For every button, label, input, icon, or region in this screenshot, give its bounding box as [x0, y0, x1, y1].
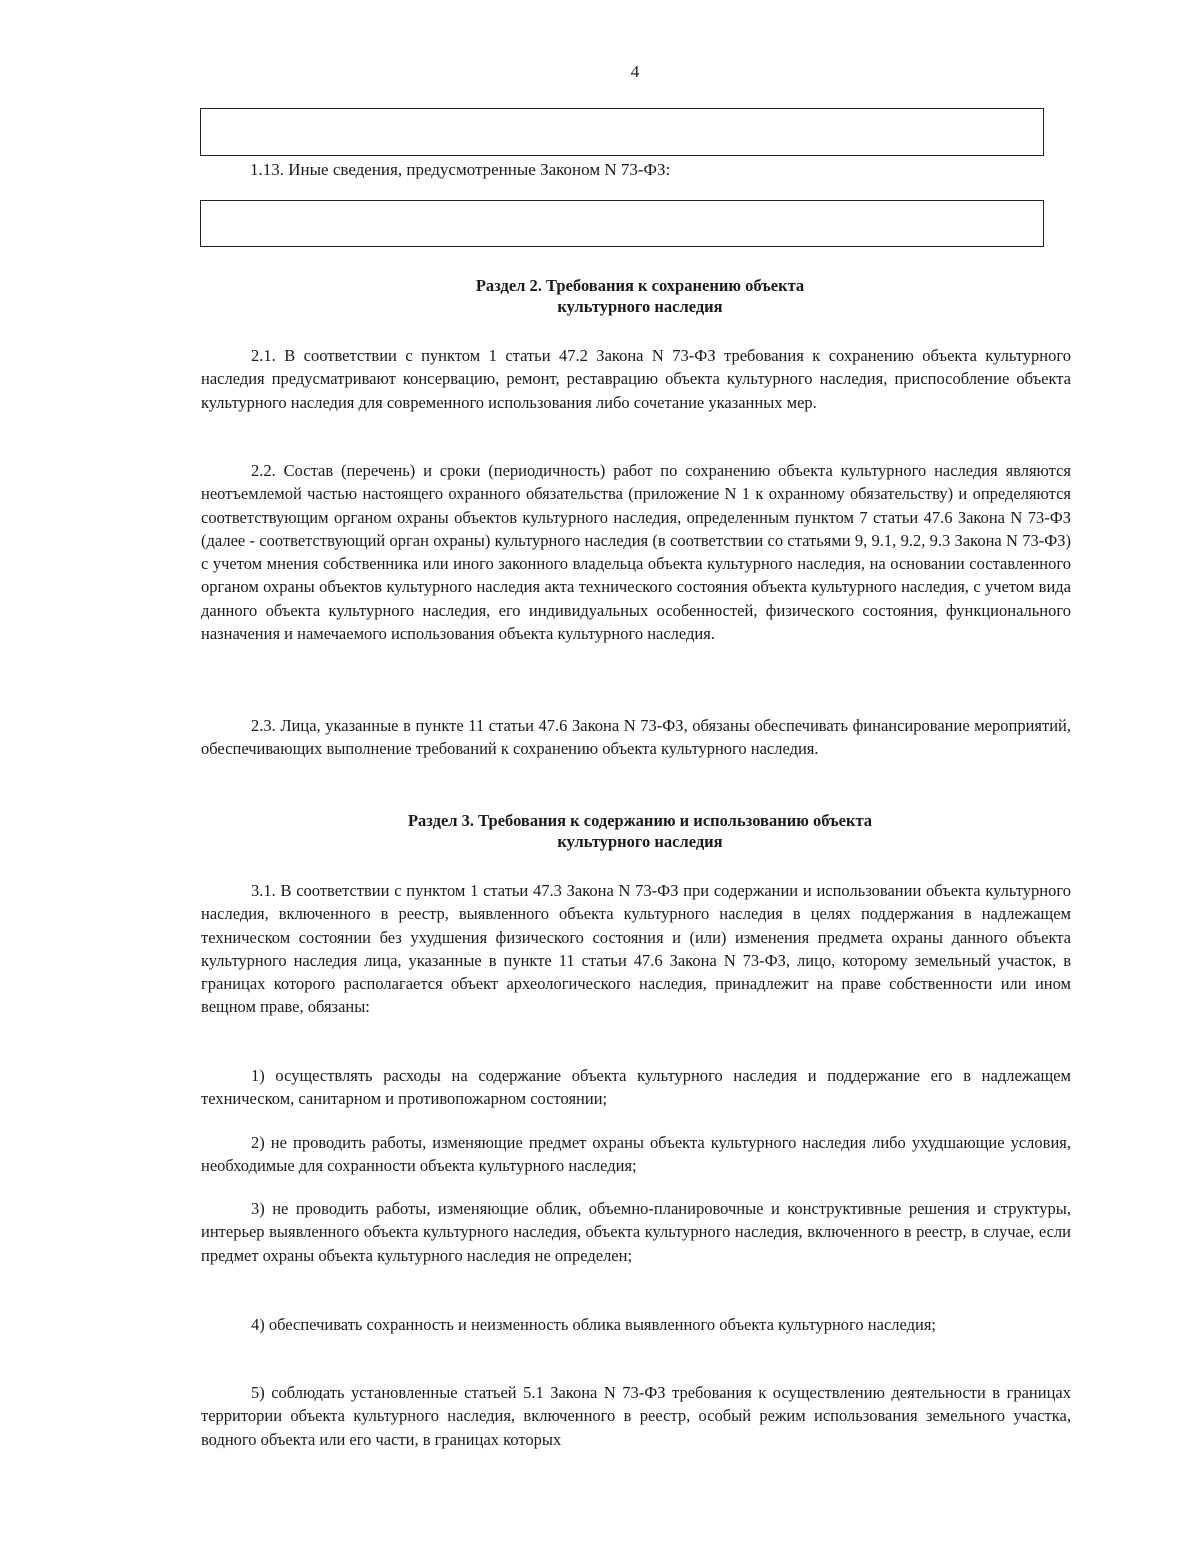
paragraph-2-2: 2.2. Состав (перечень) и сроки (периодичность) работ по сохранению объекта культурного наследия являются неотъемлемой частью настоящего охранного обязательства (приложение N 1 к охранному обязательству) и определяются соответствующим органом охраны объектов культурного наследия, определенным пунктом 7 статьи 47.6 Закона N 73-ФЗ (далее - соответствующий орган охраны) культурного наследия (в соответствии со статьями 9, 9.1, 9.2, 9.3 Закона N 73-ФЗ) с учетом мнения собственника или иного законного владельца объекта культурного наследия, на основании составленного органом охраны объектов культурного наследия акта технического состояния объекта культурного наследия, с учетом вида данного объекта культурного наследия, его индивидуальных особенностей, физического состояния, функционального назначения и намечаемого использования объекта культурного наследия. [201, 461, 1071, 644]
page-number: 4 [630, 62, 640, 81]
section-2-title-line-2: культурного наследия [557, 297, 723, 316]
list-item: 2) не проводить работы, изменяющие предмет охраны объекта культурного наследия либо ухудшающие условия, необходимые для сохранности объекта культурного наследия; [201, 1133, 1071, 1176]
section-3-title-line-1: Раздел 3. Требования к содержанию и использованию объекта [407, 811, 873, 830]
section-3-title-line-2: культурного наследия [557, 832, 723, 851]
paragraph-2-3: 2.3. Лица, указанные в пункте 11 статьи 47.6 Закона N 73-ФЗ, обязаны обеспечивать финансирование мероприятий, обеспечивающих выполнение требований к сохранению объекта культурного наследия. [201, 716, 1071, 759]
section-2-title [270, 275, 1010, 317]
section-3-title [270, 810, 1010, 852]
list-item: 5) соблюдать установленные статьей 5.1 Закона N 73-ФЗ требования к осуществлению деятельности в границах территории объекта культурного наследия, включенного в реестр, особый режим использования земельного участка, водного объекта или его части, в границах которых [201, 1383, 1071, 1449]
paragraph-2-1: 2.1. В соответствии с пунктом 1 статьи 47.2 Закона N 73-ФЗ требования к сохранению объекта культурного наследия предусматривают консервацию, ремонт, реставрацию объекта культурного наследия, приспособление объекта культурного наследия для современного использования либо сочетание указанных мер. [201, 346, 1071, 412]
section-2-title-line-1: Раздел 2. Требования к сохранению объекта [475, 276, 805, 295]
empty-field-box [200, 108, 1044, 156]
paragraph-3-1: 3.1. В соответствии с пунктом 1 статьи 47.3 Закона N 73-ФЗ при содержании и использовании объекта культурного наследия, включенного в реестр, выявленного объекта культурного наследия в целях поддержания в надлежащем техническом состоянии без ухудшения физического состояния и (или) изменения предмета охраны данного объекта культурного наследия лица, указанные в пункте 11 статьи 47.6 Закона N 73-ФЗ, лицо, которому земельный участок, в границах которого располагается объект археологического наследия, принадлежит на праве собственности или ином вещном праве, обязаны: [201, 881, 1071, 1017]
list-item: 4) обеспечивать сохранность и неизменность облика выявленного объекта культурного наследия; [251, 1315, 936, 1334]
other-info-field-box [200, 200, 1044, 247]
item-1-13-label: 1.13. Иные сведения, предусмотренные Законом N 73-ФЗ: [250, 160, 671, 179]
list-item: 3) не проводить работы, изменяющие облик, объемно-планировочные и конструктивные решения и структуры, интерьер выявленного объекта культурного наследия, объекта культурного наследия, включенного в реестр, в случае, если предмет охраны объекта культурного наследия не определен; [201, 1199, 1071, 1265]
list-item: 1) осуществлять расходы на содержание объекта культурного наследия и поддержание его в надлежащем техническом, санитарном и противопожарном состоянии; [201, 1066, 1071, 1109]
